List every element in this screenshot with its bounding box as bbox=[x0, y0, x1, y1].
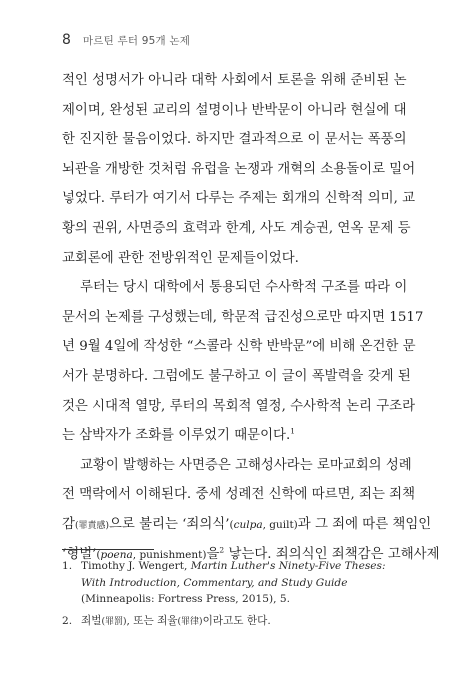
text-line: 황의 권위, 사면증의 효력과 한계, 사도 계승권, 연옥 문제 등 bbox=[62, 220, 411, 236]
footnote-term: 죄벌 bbox=[81, 614, 102, 627]
footnote-text bbox=[81, 558, 394, 608]
text-line: 서가 분명하다. 그럼에도 불구하고 이 글이 폭발력을 갖게 된 bbox=[62, 368, 411, 384]
latin-term-open: ( bbox=[229, 518, 234, 531]
hanja-annotation: (罪律) bbox=[177, 616, 203, 627]
footnote-author: Timothy J. Wengert, bbox=[81, 560, 191, 572]
footnote-divider bbox=[62, 549, 154, 550]
text-line: 루터는 당시 대학에서 통용되던 수사학적 구조를 따라 이 bbox=[80, 280, 408, 296]
hanja-annotation: (罪責感) bbox=[74, 520, 109, 531]
paragraph-3 bbox=[62, 451, 440, 569]
body-text bbox=[62, 66, 440, 569]
line-text: 으로 불리는 ‘죄의식’ bbox=[108, 516, 230, 532]
footnote-term: , 또는 죄율 bbox=[126, 614, 178, 627]
paragraph-1 bbox=[62, 66, 416, 273]
latin-term bbox=[229, 519, 297, 531]
running-title: 마르틴 루터 95개 논제 bbox=[82, 35, 191, 47]
text-line: 문서의 논제를 구성했는데, 학문적 급진성으로만 따지면 1517 bbox=[62, 309, 424, 325]
line-text: 낳는다. 죄의식인 죄책감은 고해사제 bbox=[224, 546, 440, 562]
page-number: 8 bbox=[62, 32, 71, 48]
footnote-2 bbox=[62, 613, 394, 631]
text-line: 년 9월 4일에 작성한 “스콜라 신학 반박문”에 비해 온건한 문 bbox=[62, 339, 416, 355]
line-text: 는 삼박자가 조화를 이루었기 때문이다. bbox=[62, 428, 291, 444]
latin-term-italic: poena bbox=[100, 548, 133, 561]
footnote-text bbox=[81, 613, 394, 631]
text-line bbox=[62, 510, 432, 540]
line-text: 감 bbox=[62, 516, 75, 532]
latin-term-italic: culpa bbox=[233, 518, 263, 531]
footnote-book-title: Martin Luther's Ninety-Five Theses: With Introduction, Commentary, and Study Guide bbox=[81, 560, 386, 589]
text-line: 것은 시대적 열망, 루터의 목회적 열정, 수사학적 논리 구조라 bbox=[62, 398, 416, 414]
line-text: ‘형벌’ bbox=[62, 546, 97, 562]
footnote-term: 이라고도 한다. bbox=[202, 614, 271, 627]
footnote-number: 2. bbox=[62, 614, 73, 627]
text-line: 교황이 발행하는 사면증은 고해성사라는 로마교회의 성례 bbox=[80, 457, 412, 473]
text-line: 한 진지한 물음이었다. 하지만 결과적으로 이 문서는 폭풍의 bbox=[62, 132, 407, 148]
text-line: 교회론에 관한 전방위적인 문제들이었다. bbox=[62, 250, 299, 266]
footnote-reference-1[interactable]: 1 bbox=[290, 426, 296, 436]
line-text: 과 그 죄에 따른 책임인 bbox=[297, 516, 432, 532]
text-line: 제이며, 완성된 교리의 설명이나 반박문이 아니라 현실에 대 bbox=[62, 102, 407, 118]
line-text: 을 bbox=[206, 546, 220, 562]
text-line: 넣었다. 루터가 여기서 다루는 주제는 회개의 신학적 의미, 교 bbox=[62, 191, 416, 207]
latin-term-close: , guilt) bbox=[262, 518, 298, 531]
paragraph-2 bbox=[62, 273, 424, 451]
footnote-publication: (Minneapolis: Fortress Press, 2015), 5. bbox=[81, 593, 290, 605]
latin-term-close: , punishment) bbox=[132, 548, 207, 561]
footnotes bbox=[62, 558, 394, 635]
text-line: 전 맥락에서 이해된다. 중세 성례전 신학에 따르면, 죄는 죄책 bbox=[62, 487, 416, 503]
text-line: 뇌관을 개방한 것처럼 유럽을 논쟁과 개혁의 소용돌이로 밀어 bbox=[62, 161, 416, 177]
page-header bbox=[62, 32, 190, 48]
footnote-number: 1. bbox=[62, 560, 73, 572]
text-line bbox=[62, 421, 394, 451]
footnote-1 bbox=[62, 558, 394, 608]
text-line: 적인 성명서가 아니라 대학 사회에서 토론을 위해 준비된 논 bbox=[62, 73, 407, 88]
footnote-reference-2[interactable]: 2 bbox=[219, 545, 225, 555]
latin-term-open: ( bbox=[96, 548, 101, 561]
hanja-annotation: (罪罰) bbox=[101, 616, 127, 627]
